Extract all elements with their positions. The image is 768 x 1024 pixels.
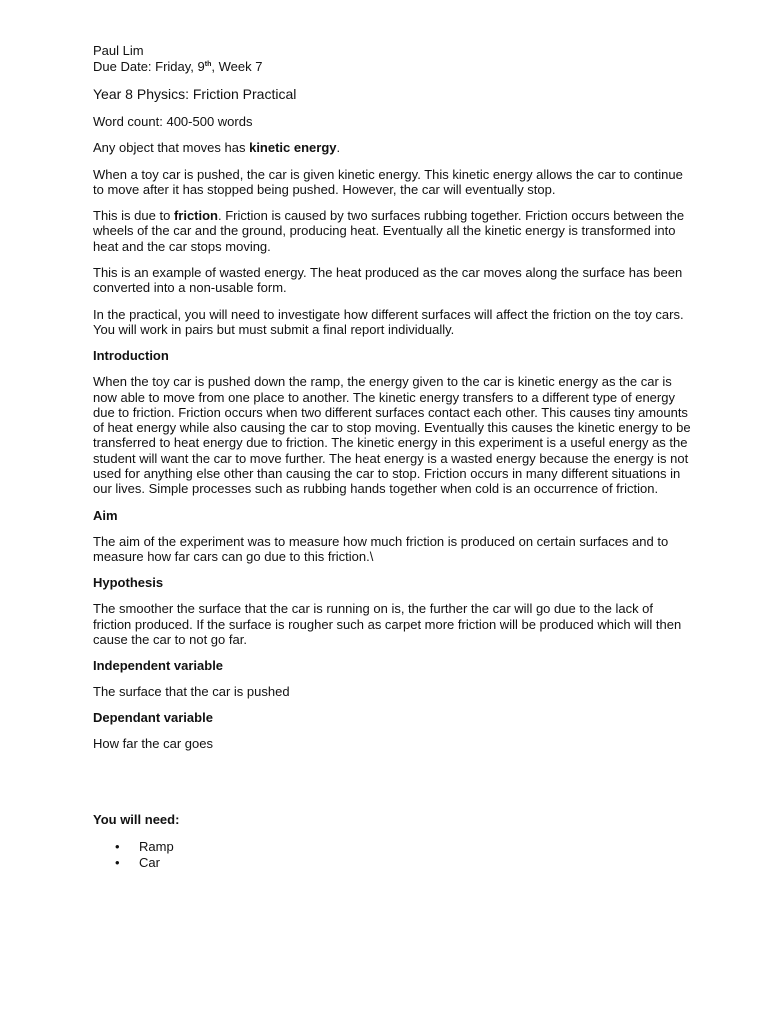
due-date-prefix: Due Date: Friday, 9: [93, 58, 205, 74]
due-date-suffix: , Week 7: [211, 58, 263, 74]
aim-text: The aim of the experiment was to measure how much friction is produced on certain surfaces and to measure how far cars can go due to this friction.\: [93, 533, 669, 564]
heading-aim: Aim: [93, 507, 118, 523]
heading-introduction: Introduction: [93, 348, 169, 364]
paragraph-wasted-energy: This is an example of wasted energy. The heat produced as the car moves along the surface has been converted into a non-usable form.: [93, 265, 683, 296]
due-date: [93, 59, 693, 75]
dependent-variable-text: How far the car goes: [93, 736, 213, 752]
introduction-text: When the toy car is pushed down the ramp, the energy given to the car is kinetic energy as the car is now able to move from one place to another. The kinetic energy transfers to a different type of energy due to friction. Friction occurs when two different surfaces contact each other. This causes tiny amounts of heat energy while also causing the car to stop moving. Eventually this causes the kinetic energy to be transferred to heat energy due to friction. The kinetic energy in this experiment is a useful energy as the student will want the car to move further. The heat energy is a wasted energy because the energy is not used for anything else other than causing the car to stop. Friction occurs in many different situations in our lives. Simple processes such as rubbing hands together when cold is an occurrence of friction.: [93, 374, 691, 497]
document-page: [93, 43, 693, 872]
paragraph-toy-car: When a toy car is pushed, the car is given kinetic energy. This kinetic energy allows the car to continue to move after it has stopped being pushed. However, the car will eventually stop.: [93, 166, 683, 197]
hypothesis-text: The smoother the surface that the car is running on is, the further the car will go due to the lack of friction produced. If the surface is rougher such as carpet more friction will be produced which will then cause the car to not go far.: [93, 601, 682, 647]
heading-you-will-need: You will need:: [93, 811, 180, 827]
heading-independent-variable: Independent variable: [93, 658, 224, 674]
list-item: • Car: [93, 855, 693, 872]
author-name: Paul Lim: [93, 43, 144, 58]
paragraph-friction: [93, 208, 693, 254]
heading-hypothesis: Hypothesis: [93, 575, 164, 591]
bold-term-friction: friction: [173, 208, 218, 224]
independent-variable-text: The surface that the car is pushed: [93, 684, 290, 700]
document-title: Year 8 Physics: Friction Practical: [93, 86, 297, 102]
equipment-list: [93, 839, 693, 872]
heading-dependent-variable: Dependant variable: [93, 710, 213, 726]
text-span: .: [336, 140, 341, 156]
text-span: This is due to: [93, 208, 174, 224]
due-date-ordinal: th: [204, 60, 212, 68]
paragraph-practical: In the practical, you will need to investigate how different surfaces will affect the friction on the toy cars. You will work in pairs but must submit a final report individually.: [93, 306, 684, 337]
text-span: . Friction is caused by two surfaces rubbing together. Friction occurs between the wheels of the car and the ground, producing heat. Eventually all the kinetic energy is transformed into heat and the car stops moving.: [93, 208, 685, 254]
paragraph-kinetic-energy: [93, 140, 693, 155]
bold-term-kinetic-energy: kinetic energy: [249, 140, 337, 156]
word-count: Word count: 400-500 words: [93, 114, 253, 129]
text-span: Any object that moves has: [93, 140, 250, 156]
list-item: • Ramp: [93, 839, 693, 856]
